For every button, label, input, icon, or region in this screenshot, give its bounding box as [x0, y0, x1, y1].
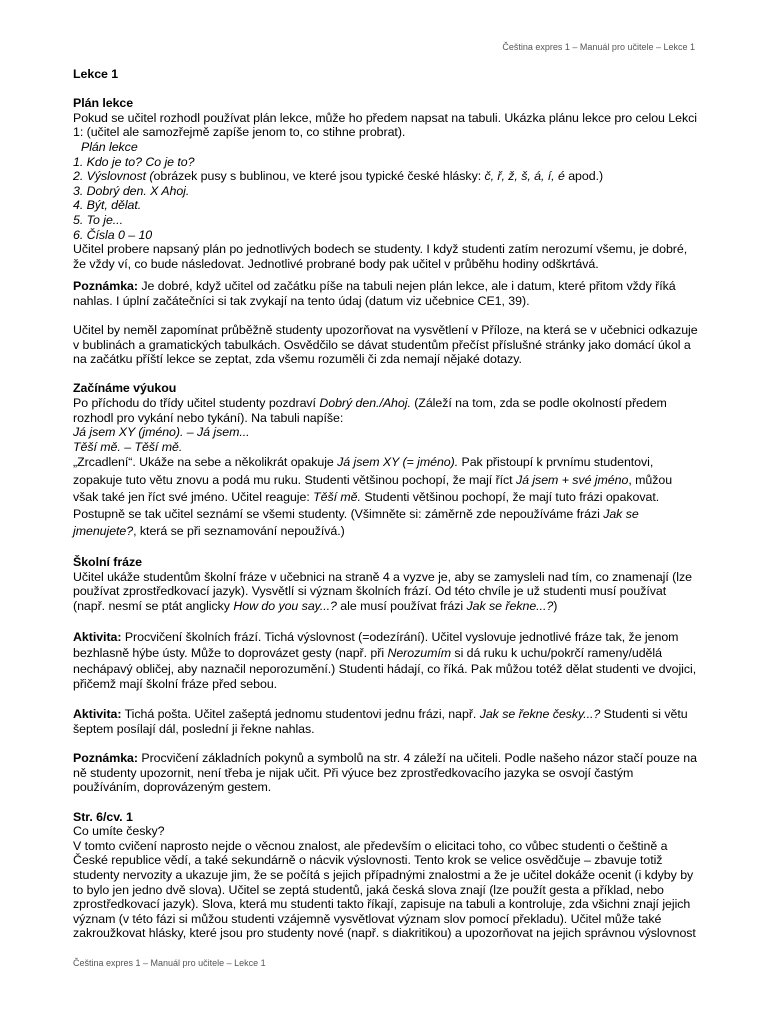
exercise-paragraph: V tomto cvičení naprosto nejde o věcnou znalost, ale především o elicitaci toho, co vůbec studenti o češtině a České republice vědí, a také sekundárně o nácvik výslovnosti. Tento krok se velice osvědčuje – zbavuje totiž studenty nervozity a ukazuje jim, že se počítá s jejich případnými znalostmi a že je učitel dokáže ocenit (i kdyby by to bylo jen jedno dvě slova). Učitel se zeptá studentů, jaká česká slova znají (lze použít gesta a příklad, nebo zprostředkovací jazyk). Slova, která mu studenti takto říkají, zapisuje na tabuli a kontroluje, zda všichni znají jejich význam (v této fázi si můžou studenti vzájemně vysvětlovat význam slov pomocí překladu). Učitel může také zakroužkovat hlásky, které jsou pro studenty nové (např. s diakritikou) a upozorňovat na jejich správnou výslovnost: [73, 838, 696, 941]
page-header: Čeština expres 1 – Manuál pro učitele – Lekce 1: [502, 42, 695, 52]
plan-intro: Pokud se učitel rozhodl používat plán lekce, může ho předem napsat na tabuli. Ukázka plánu lekce pro celou Lekci 1: (učitel ale samozřejmě zapíše jenom to, co stihne probrat).: [73, 110, 697, 140]
lesson-title: Lekce 1: [73, 67, 119, 81]
section-heading-plan: Plán lekce: [73, 96, 134, 111]
start-line-1: Já jsem XY (jméno). – Já jsem...: [73, 425, 250, 440]
start-line-2: Těší mě. – Těší mě.: [73, 439, 183, 454]
school-paragraph: Učitel ukáže studentům školní fráze v učebnici na straně 4 a vyzve je, aby se zamysleli nad tím, co znamenají (lze používat zprostředkovací jazyk). Vysvětlí si význam školních frází. Od této chvíle je už studenti musí používat (např. nesmí se ptát anglicky How do you say...? ale musí používat frázi Jak se řekne...?): [73, 569, 692, 613]
plan-after: Učitel probere napsaný plán po jednotlivých bodech se studenty. I když studenti zatím nerozumí všemu, je dobré, že vždy ví, co bude následovat. Jednotlivé probrané body pak učitel v průběhu hodiny odškrtává.: [73, 242, 688, 271]
start-paragraph-2: „Zrcadlení“. Ukáže na sebe a několikrát opakuje Já jsem XY (= jméno). Pak přistoupí k prvnímu studentovi, zopakuje tuto větu znovu a podá mu ruku. Studenti většinou pochopí, že mají říct Já jsem + své jméno, můžou však také jen říct své jméno. Učitel reaguje: Těší mě. Studenti většinou pochopí, že mají tuto frázi opakovat. Postupně se tak učitel seznámí se všemi studenty. (Všimněte si: záměrně zde nepoužíváme frázi Jak se jmenujete?, která se při seznamování nepoužívá.): [73, 455, 673, 539]
page-footer: Čeština expres 1 – Manuál pro učitele – Lekce 1: [73, 958, 266, 968]
plan-list-title: Plán lekce: [81, 139, 138, 154]
note-instructions: Poznámka: Procvičení základních pokynů a symbolů na str. 4 záleží na učiteli. Podle našeho názor stačí pouze na ně studenty upozornit, není třeba je nijak učit. Při výuce bez zprostředkovacího jazyka se osvojí častým používáním, doprovázeným gestem.: [73, 751, 697, 795]
plan-item-5: 5. To je...: [73, 212, 123, 227]
activity-whisper: Aktivita: Tichá pošta. Učitel zašeptá jednomu studentovi jednu frázi, např. Jak se řekne česky...? Studenti si větu šeptem posílají dál, poslední ji řekne nahlas.: [73, 707, 688, 736]
start-paragraph-1: Po příchodu do třídy učitel studenty pozdraví Dobrý den./Ahoj. (Záleží na tom, zda se podle okolností předem rozhodl pro vykání nebo tykání). Na tabuli napíše:: [73, 396, 667, 425]
exercise-question: Co umíte česky?: [73, 824, 165, 839]
note-date: Poznámka: Je dobré, když učitel od začátku píše na tabuli nejen plán lekce, ale i datum, které přitom vždy říká nahlas. I úplní začátečníci si tak zvykají na tento údaj (datum viz učebnice CE1, 39).: [73, 279, 676, 308]
plan-item-1: 1. Kdo je to? Co je to?: [73, 154, 195, 169]
paragraph-appendix: Učitel by neměl zapomínat průběžně studenty upozorňovat na vysvětlení v Příloze, na která se v učebnici odkazuje v bublinách a gramatických tabulkách. Osvědčilo se dávat studentům přečíst příslušné stránky jako domácí úkol a na začátku příští lekce se zeptat, zda všemu rozuměli či zda nemají nějaké dotazy.: [73, 323, 698, 367]
plan-item-6: 6. Čísla 0 – 10: [73, 227, 153, 242]
plan-item-3: 3. Dobrý den. X Ahoj.: [73, 183, 190, 198]
plan-item-4: 4. Být, dělat.: [73, 198, 142, 213]
activity-silent-pronunciation: Aktivita: Procvičení školních frází. Tichá výslovnost (=odezírání). Učitel vyslovuje jednotlivé fráze tak, že jenom bezhlasně hýbe ústy. Může to doprovázet gesty (např. při Nerozumím si dá ruku k uchu/pokrčí rameny/udělá nechápavý obličej, aby naznačil neporozumění.) Studenti hádají, co říká. Pak můžou totéž dělat studenti ve dvojici, přičemž mají školní fráze před sebou.: [73, 630, 697, 692]
section-heading-school-phrases: Školní fráze: [73, 555, 142, 570]
section-heading-start: Začínáme výukou: [73, 381, 177, 396]
section-heading-exercise: Str. 6/cv. 1: [73, 809, 133, 824]
page-content: [73, 67, 699, 941]
plan-item-2: 2. Výslovnost (obrázek pusy s bublinou, ve které jsou typické české hlásky: č, ř, ž, š, á, í, é apod.): [73, 169, 604, 184]
